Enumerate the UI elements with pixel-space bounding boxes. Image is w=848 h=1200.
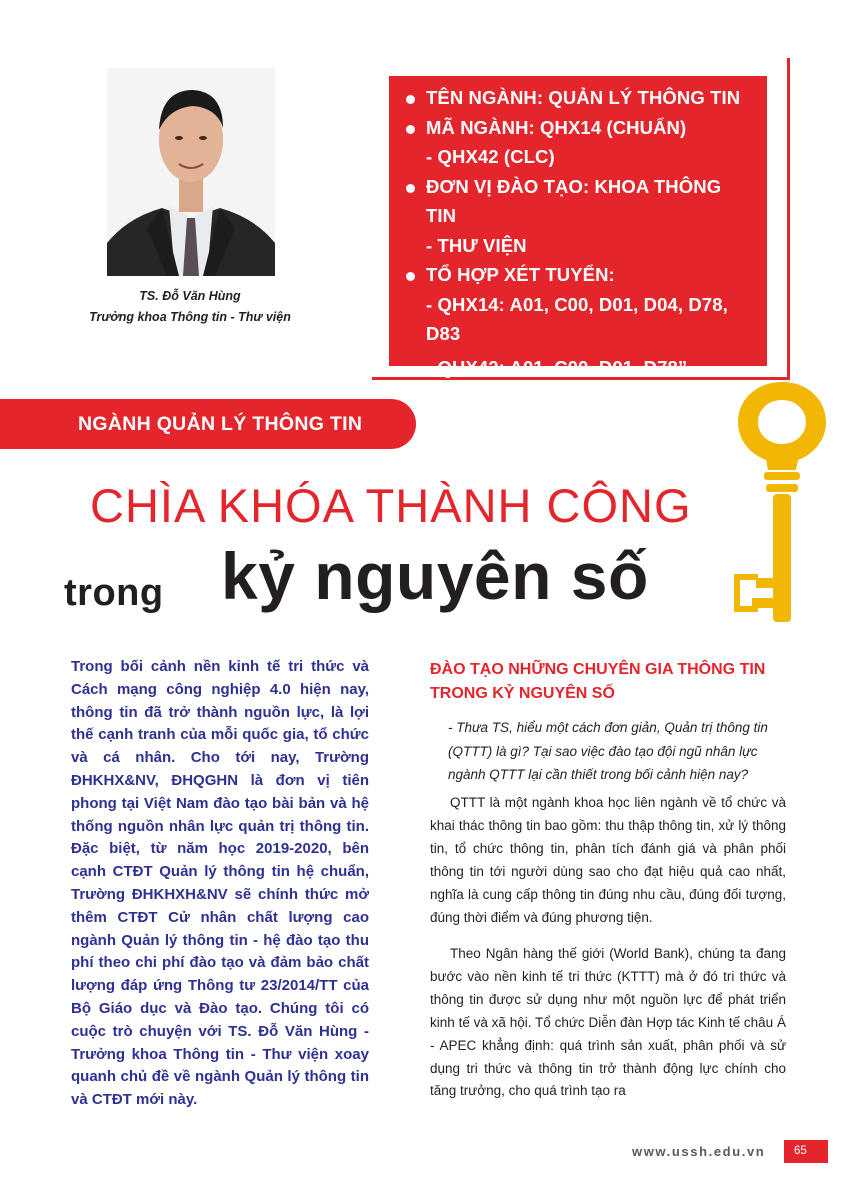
info-row-admission-sub3: - QHX42: A01, C00, D01, D78”: [426, 356, 688, 378]
info-row-major-name: TÊN NGÀNH: QUẢN LÝ THÔNG TIN: [403, 83, 755, 113]
bullet-dot-icon: [406, 272, 415, 281]
intro-paragraph: Trong bối cảnh nền kinh tế tri thức và Cách mạng công nghiệp 4.0 hiện nay, thông tin đã trở thành nguồn lực, là lợi thế cạnh tranh của mỗi quốc gia, tổ chức và cá nhân. Cho tới nay, Trường ĐHKHX&NV, ĐHQGHN là đơn vị tiên phong tại Việt Nam đào tạo bài bản và hệ thống nguồn nhân lực quản trị thông tin. Đặc biệt, từ năm học 2019-2020, bên cạnh CTĐT Quản lý thông tin hệ chuẩn, Trường ĐHKHXH&NV sẽ chính thức mở thêm CTĐT Cử nhân chất lượng cao ngành Quản lý thông tin - hệ đào tạo thu phí theo chi phí đào tạo và đảm bảo chất lượng đáp ứng Thông tư 23/2014/TT của Bộ Giáo dục và Đào tạo. Chúng tôi có cuộc trò chuyện với TS. Đỗ Văn Hùng - Trưởng khoa Thông tin - Thư viện xoay quanh chủ đề về ngành Quản lý thông tin và CTĐT mới này.: [71, 658, 369, 1109]
caption-role: Trưởng khoa Thông tin - Thư viện: [89, 310, 291, 324]
article-title-ky-nguyen-so: kỷ nguyên số: [221, 539, 649, 613]
section-heading: ĐÀO TẠO NHỮNG CHUYÊN GIA THÔNG TIN TRONG KỶ NGUYÊN SỐ: [430, 661, 766, 702]
caption-name: TS. Đỗ Văn Hùng: [139, 289, 241, 303]
portrait-illustration: [107, 68, 275, 276]
section-banner: NGÀNH QUẢN LÝ THÔNG TIN: [0, 399, 416, 449]
page-number: 65: [784, 1140, 828, 1163]
bullet-dot-icon: [406, 125, 415, 134]
info-row-admission-groups: TỔ HỢP XÉT TUYỂN:: [403, 260, 755, 290]
info-row-admission-sub2: D83: [426, 323, 461, 344]
info-row-training-unit-sub: - THƯ VIỆN: [426, 234, 527, 256]
article-title-line1: CHÌA KHÓA THÀNH CÔNG: [90, 479, 692, 532]
answer-paragraph-2: Theo Ngân hàng thế giới (World Bank), chúng ta đang bước vào nền kinh tế tri thức (KTTT) mà ở đó tri thức và thông tin được sử dụng như một nguồn lực để phát triển kinh tế và xã hội. Tổ chức Diễn đàn Hợp tác Kinh tế châu Á - APEC khẳng định: quá trình sản xuất, phân phối và sử dụng tri thức và thông tin trở thành động lực chính cho tăng trưởng, cho quá trình tạo ra: [430, 946, 786, 1099]
footer-website-link[interactable]: www.ussh.edu.vn: [632, 1144, 766, 1159]
portrait-caption: [60, 286, 320, 328]
bullet-dot-icon: [406, 95, 415, 104]
program-info-box: [389, 76, 767, 378]
info-row-admission-sub1: - QHX14: A01, C00, D01, D04, D78,: [426, 293, 728, 315]
article-title-trong: trong: [64, 572, 164, 614]
golden-key-icon: [726, 378, 838, 628]
bullet-dot-icon: [406, 184, 415, 193]
info-row-major-code-sub: - QHX42 (CLC): [426, 146, 555, 167]
interview-question: - Thưa TS, hiểu một cách đơn giản, Quản trị thông tin (QTTT) là gì? Tại sao việc đào tạo đội ngũ nhân lực ngành QTTT lại cần thiết trong bối cảnh hiện nay?: [448, 720, 768, 782]
author-portrait: [107, 68, 275, 276]
info-row-major-code: MÃ NGÀNH: QHX14 (CHUẨN): [403, 113, 755, 143]
info-row-training-unit: ĐƠN VỊ ĐÀO TẠO: KHOA THÔNG TIN: [403, 172, 755, 231]
answer-paragraph-1: QTTT là một ngành khoa học liên ngành về tổ chức và khai thác thông tin bao gồm: thu thập thông tin, xử lý thông tin, tổ chức thông tin, phân tích đánh giá và phân phối thông tin tới người dùng sao cho đạt hiệu quả cao nhất, nghĩa là cung cấp thông tin đúng nhu cầu, đúng đối tượng, đúng thời điểm và đúng phương tiện.: [430, 795, 786, 925]
